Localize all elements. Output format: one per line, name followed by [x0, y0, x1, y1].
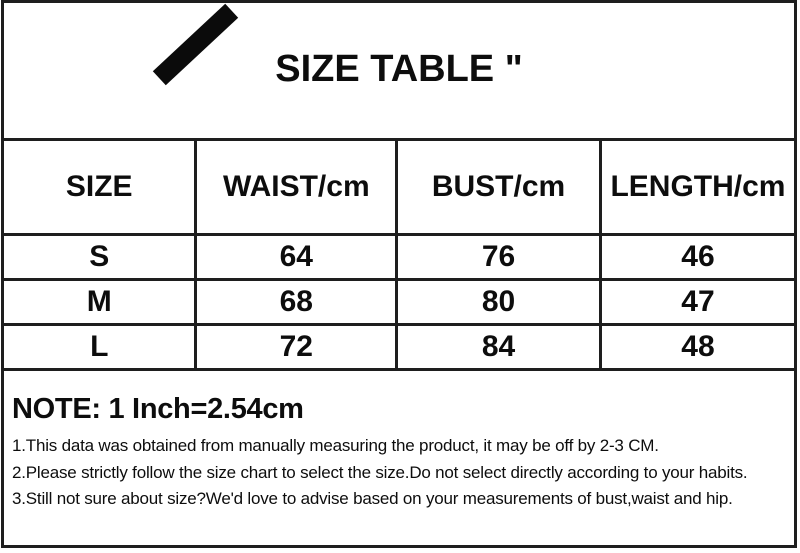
size-label-cell: S: [4, 235, 196, 280]
size-table: [4, 141, 794, 371]
size-chart-frame: [1, 0, 797, 548]
length-value-cell: 47: [600, 280, 794, 325]
waist-value-cell: 68: [196, 280, 397, 325]
table-row: [4, 235, 794, 280]
page-title: SIZE TABLE ": [275, 48, 523, 90]
length-value-cell: 48: [600, 325, 794, 370]
size-label-cell: L: [4, 325, 196, 370]
table-row: [4, 325, 794, 370]
waist-value-cell: 64: [196, 235, 397, 280]
note-heading: NOTE: 1 Inch=2.54cm: [12, 393, 304, 425]
bust-value-cell: 80: [397, 280, 601, 325]
title-area: [4, 3, 794, 141]
size-label-cell: M: [4, 280, 196, 325]
waist-value-cell: 72: [196, 325, 397, 370]
bust-value-cell: 84: [397, 325, 601, 370]
column-header-length: LENGTH/cm: [600, 141, 794, 235]
note-line-2: 2.Please strictly follow the size chart to select the size.Do not select directly according to your habits.: [12, 462, 748, 482]
note-line-1: 1.This data was obtained from manually measuring the product, it may be off by 2-3 CM.: [12, 436, 659, 455]
header-row: [4, 141, 794, 235]
length-value-cell: 46: [600, 235, 794, 280]
column-header-waist: WAIST/cm: [196, 141, 397, 235]
bust-value-cell: 76: [397, 235, 601, 280]
column-header-size: SIZE: [4, 141, 196, 235]
notes-section: [4, 371, 794, 513]
column-header-bust: BUST/cm: [397, 141, 601, 235]
table-row: [4, 280, 794, 325]
note-line-3: 3.Still not sure about size?We'd love to advise based on your measurements of bust,waist and hip.: [12, 489, 733, 508]
